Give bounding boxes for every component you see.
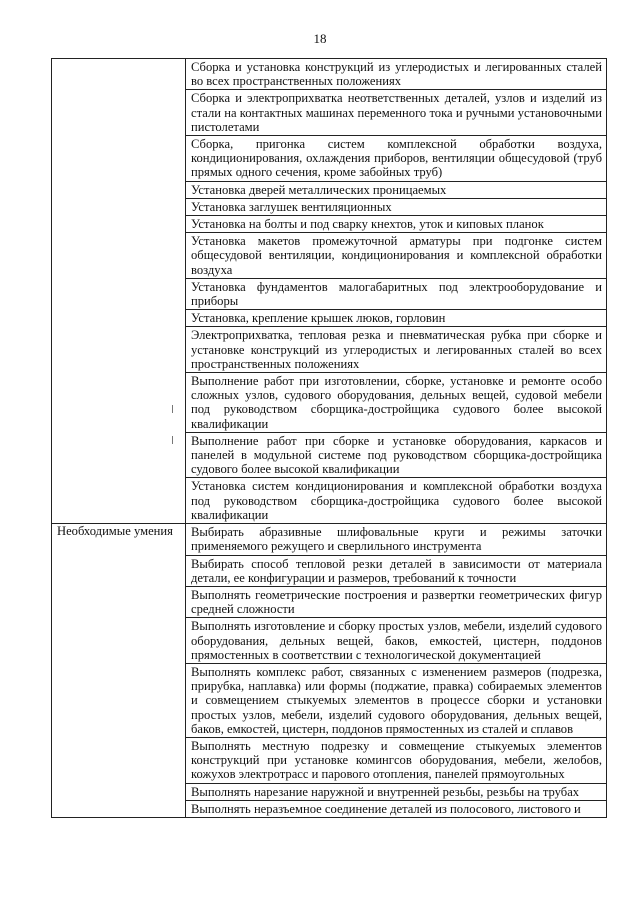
table-row bbox=[52, 524, 607, 818]
list-item: Выполнять геометрические построения и развертки геометрических фигур средней сложности bbox=[186, 586, 606, 617]
list-item: Сборка, пригонка систем комплексной обработки воздуха, кондиционирования, охлаждения приборов, вентиляции общесудовой (труб прямых одного сечения, кроме забойных труб) bbox=[186, 135, 606, 181]
skills-cell bbox=[186, 524, 607, 818]
list-item: Выполнять нарезание наружной и внутренней резьбы, резьбы на трубах bbox=[186, 783, 606, 800]
list-item: Выбирать способ тепловой резки деталей в зависимости от материала детали, ее конфигурации и размеров, требований к точности bbox=[186, 555, 606, 586]
work-actions-list bbox=[186, 59, 606, 523]
page-number: 18 bbox=[313, 31, 327, 46]
list-item: Установка на болты и под сварку кнехтов, уток и киповых планок bbox=[186, 215, 606, 232]
list-item: Выполнять местную подрезку и совмещение стыкуемых элементов конструкций при установке комингсов оборудования, мебели, желобов, кожухов электротрасс и парового отопления, панелей прямоугольных bbox=[186, 737, 606, 783]
list-item: Установка систем кондиционирования и комплексной обработки воздуха под руководством сборщика-достройщика судового более высокой квалификации bbox=[186, 477, 606, 523]
list-item: Установка заглушек вентиляционных bbox=[186, 198, 606, 215]
row-heading-empty bbox=[52, 59, 186, 524]
list-item: Выбирать абразивные шлифовальные круги и режимы заточки применяемого режущего и сверлильного инструмента bbox=[191, 525, 602, 554]
list-item: Установка дверей металлических проницаемых bbox=[186, 181, 606, 198]
list-item: Выполнение работ при сборке и установке оборудования, каркасов и панелей в модульной системе под руководством сборщика-достройщика судового более высокой квалификации bbox=[186, 432, 606, 478]
row-heading-skills: Необходимые умения bbox=[52, 524, 186, 818]
list-item: Установка макетов промежуточной арматуры при подгонке систем общесудовой вентиляции, кондиционирования и комплексной обработки воздуха bbox=[186, 232, 606, 278]
list-item: Сборка и электроприхватка неответственных деталей, узлов и изделий из стали на контактных машинах переменного тока и ручными установочными пистолетами bbox=[186, 89, 606, 135]
list-item: Выполнять изготовление и сборку простых узлов, мебели, изделий судового оборудования, дельных вещей, баков, емкостей, цистерн, поддонов прямостенных в соответствии с технологической документацией bbox=[186, 617, 606, 663]
list-item: Выполнять неразъемное соединение деталей из полосового, листового и bbox=[186, 800, 606, 817]
work-actions-cell bbox=[186, 59, 607, 524]
list-item: Установка фундаментов малогабаритных под электрооборудование и приборы bbox=[186, 278, 606, 309]
list-item: Сборка и установка конструкций из углеродистых и легированных сталей во всех пространственных положениях bbox=[191, 60, 602, 89]
table-row bbox=[52, 59, 607, 524]
list-item: Электроприхватка, тепловая резка и пневматическая рубка при сборке и установке конструкций из углеродистых и легированных сталей во всех пространственных положениях bbox=[186, 326, 606, 372]
skills-list bbox=[186, 524, 606, 817]
list-item: Выполнять комплекс работ, связанных с изменением размеров (подрезка, прирубка, наплавка) или формы (поджатие, правка) собираемых элементов и совмещением стыкуемых элементов в процессе сборки и установки простых узлов, мебели, изделий судового оборудования, дельных вещей, баков, емкостей, цистерн, поддонов прямостенных из сталей и сплавов bbox=[186, 663, 606, 737]
list-item: Установка, крепление крышек люков, горловин bbox=[186, 309, 606, 326]
qualification-table bbox=[51, 58, 607, 818]
list-item: Выполнение работ при изготовлении, сборке, установке и ремонте особо сложных узлов, судового оборудования, дельных вещей, судовой мебели под руководством сборщика-достройщика судового более высокой квалификации bbox=[186, 372, 606, 432]
